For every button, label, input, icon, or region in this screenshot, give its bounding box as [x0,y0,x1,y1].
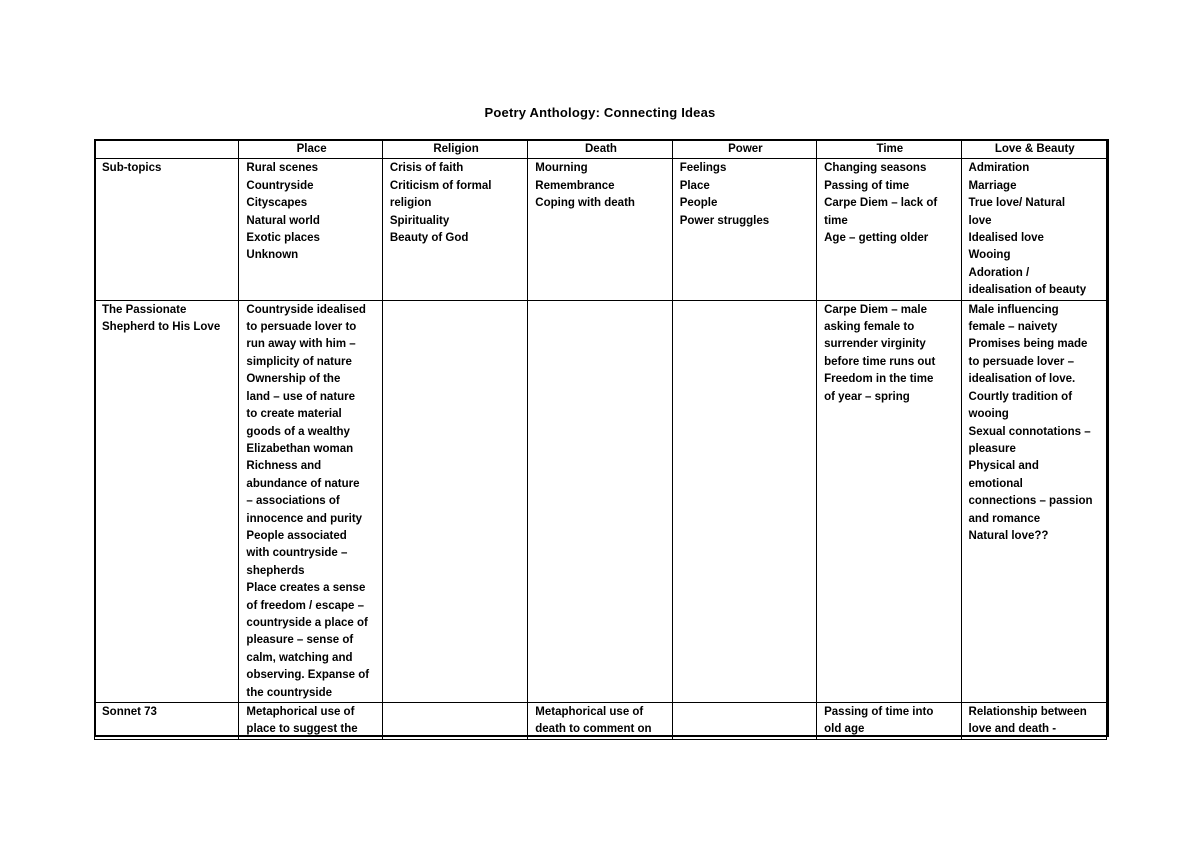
cell-line: pleasure – sense of [246,634,354,647]
cell-line: Metaphorical use of [535,706,644,718]
cell-line: Remembrance [535,179,615,192]
cell-line: to persuade lover to [246,321,357,334]
cell-line: Wooing [968,249,1011,262]
cell-death [528,159,672,300]
cell-line: Coping with death [535,197,635,210]
cell-line: Natural world [246,214,320,227]
header-cell-love-beauty: Love & Beauty [961,140,1106,159]
cell-line: religion [389,197,432,210]
cell-line: Changing seasons [824,162,927,175]
cell-line: Sexual connotations – [968,425,1091,438]
header-cell-religion: Religion [382,140,527,159]
cell-time [817,159,961,300]
cell-religion [382,300,527,702]
cell-line: – associations of [246,495,340,508]
cell-line: Passing of time [824,179,910,192]
cell-line: Marriage [968,179,1017,192]
cell-line: Courtly tradition of [968,390,1073,403]
cell-line: pleasure [968,442,1016,455]
cell-line: Countryside [246,179,314,192]
row-label-line: Sonnet 73 [102,706,157,718]
cell-line: goods of a wealthy [246,425,350,438]
cell-line: surrender virginity [824,338,926,351]
cell-line: observing. Expanse of [246,669,370,682]
cell-line: run away with him – [246,338,356,351]
cell-line: Cityscapes [246,197,308,210]
page-title: Poetry Anthology: Connecting Ideas [484,105,716,120]
cell-line: Power struggles [679,214,770,227]
cell-line: Unknown [246,249,299,262]
table-row [95,300,1107,702]
cell-line: and romance [968,512,1041,525]
row-label-cell [95,300,239,702]
cell-line: Place [679,179,710,192]
cell-power [672,300,816,702]
cell-love-beauty [961,159,1106,300]
cell-line: time [824,214,848,227]
cell-religion [382,159,527,300]
cell-line: love [968,214,992,227]
cell-line: Physical and [968,460,1039,473]
cell-line: People associated [246,529,347,542]
cell-line: innocence and purity [246,512,363,525]
cell-line: connections – passion [968,495,1093,508]
cell-power [672,159,816,300]
cell-line: love and death - [968,723,1057,736]
cell-line: Carpe Diem – male [824,303,928,316]
cell-line: land – use of nature [246,390,356,403]
cell-line: Admiration [968,162,1030,175]
cell-line: to persuade lover – [968,355,1074,368]
cell-line: calm, watching and [246,651,353,664]
cell-line: Idealised love [968,232,1044,245]
row-label-cell [95,703,239,740]
cell-line: Natural love?? [968,529,1049,542]
cell-line: of year – spring [824,390,910,403]
header-row [95,140,1107,159]
cell-line: True love/ Natural [968,197,1066,210]
cell-place [239,159,382,300]
cell-line: asking female to [824,321,915,334]
cell-line: Criticism of formal [389,179,492,192]
cell-line: Passing of time into [824,706,934,718]
cell-death [528,703,672,740]
cell-line: Ownership of the [246,373,341,386]
cell-death [528,300,672,702]
cell-line: to create material [246,408,342,421]
cell-love-beauty [961,300,1106,702]
connecting-ideas-table [94,139,1107,740]
cell-line: Exotic places [246,232,320,245]
cell-line: place to suggest the [246,723,358,736]
table-row [95,703,1107,740]
cell-line: People [679,197,718,210]
cell-line: Freedom in the time [824,373,934,386]
cell-line: Age – getting older [824,232,929,245]
cell-line: Male influencing [968,303,1059,316]
cell-line: Metaphorical use of [246,706,355,718]
cell-line: Richness and [246,460,322,473]
cell-line: of freedom / escape – [246,599,365,612]
cell-line: the countryside [246,686,333,699]
cell-line: Beauty of God [389,232,469,245]
cell-line: death to comment on [535,723,652,736]
header-cell-place: Place [239,140,382,159]
cell-love-beauty [961,703,1106,740]
cell-line: Adoration / [968,266,1030,279]
header-cell-death: Death [528,140,672,159]
cell-line: emotional [968,477,1023,490]
header-cell-power: Power [672,140,816,159]
cell-line: Promises being made [968,338,1088,351]
row-label-line: Sub-topics [102,162,162,175]
cell-line: Relationship between [968,706,1087,718]
cell-line: Mourning [535,162,588,175]
cell-religion [382,703,527,740]
row-label-line: Shepherd to His Love [102,321,221,334]
table-row [95,159,1107,300]
cell-place [239,703,382,740]
cell-line: old age [824,723,865,736]
cell-line: idealisation of beauty [968,284,1087,297]
cell-line: female – naivety [968,321,1058,334]
row-label-line: The Passionate [102,303,187,316]
cell-line: simplicity of nature [246,355,352,368]
header-cell-blank [95,140,239,159]
cell-line: idealisation of love. [968,373,1076,386]
cell-power [672,703,816,740]
cell-line: Place creates a sense [246,582,366,595]
cell-line: Elizabethan woman [246,442,354,455]
cell-line: abundance of nature [246,477,360,490]
cell-line: Spirituality [389,214,450,227]
cell-line: Countryside idealised [246,303,366,316]
cell-line: Rural scenes [246,162,319,175]
cell-line: shepherds [246,564,305,577]
cell-line: Feelings [679,162,727,175]
cell-place [239,300,382,702]
cell-line: with countryside – [246,547,348,560]
row-label-cell [95,159,239,300]
cell-time [817,300,961,702]
cell-line: before time runs out [824,355,936,368]
cell-line: Crisis of faith [389,162,464,175]
cell-line: Carpe Diem – lack of [824,197,938,210]
cell-line: wooing [968,408,1009,421]
cell-line: countryside a place of [246,616,368,629]
header-cell-time: Time [817,140,961,159]
cell-time [817,703,961,740]
